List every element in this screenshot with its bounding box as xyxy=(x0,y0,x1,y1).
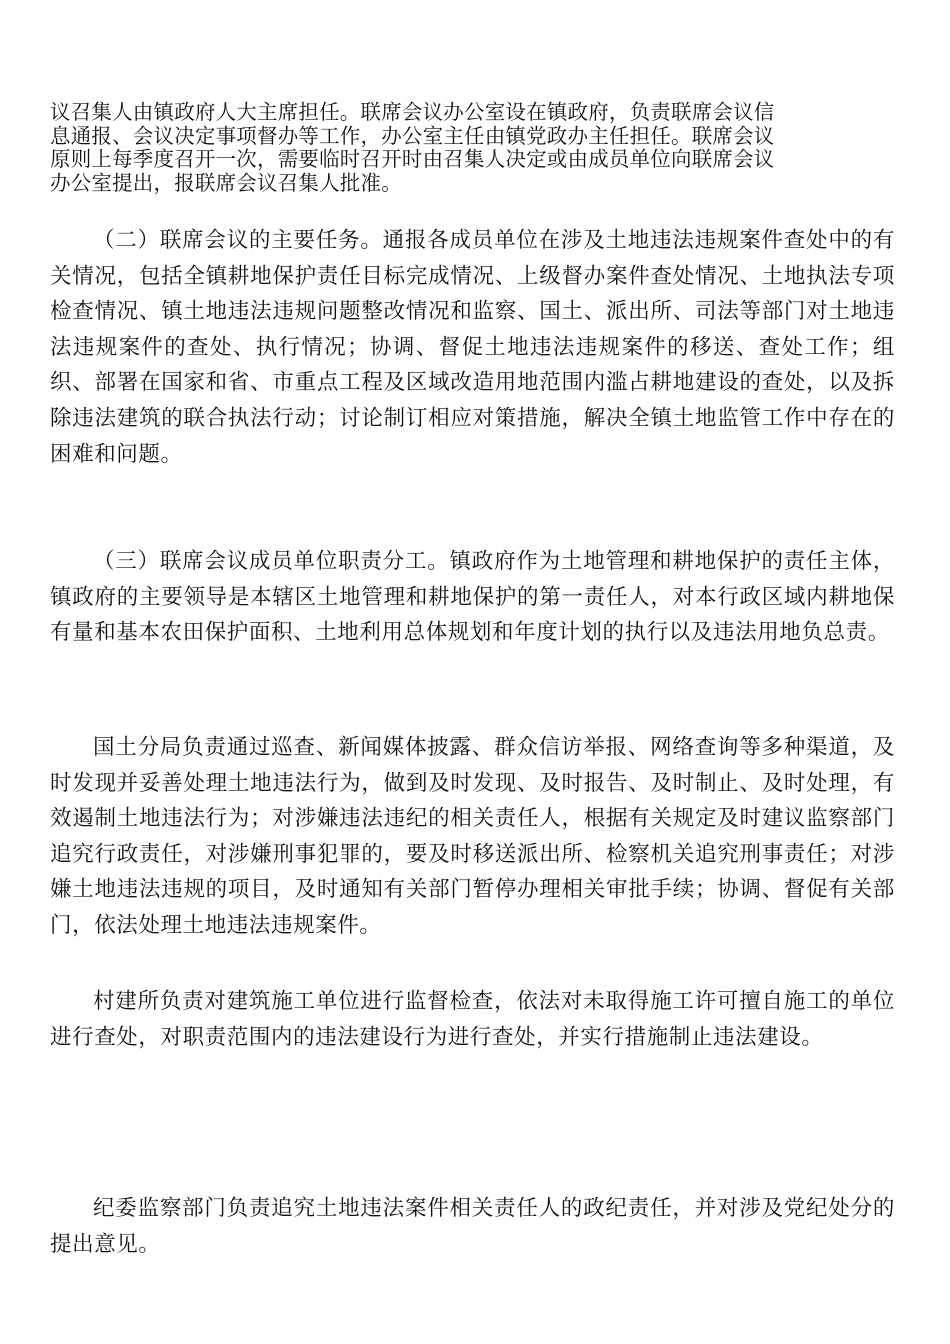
section-main-tasks-paragraph: （二）联席会议的主要任务。通报各成员单位在涉及土地违法违规案件查处中的有关情况，包括全镇耕地保护责任目标完成情况、上级督办案件查处情况、土地执法专项检查情况、镇土地违法违规问题整改情况和监察、国土、派出所、司法等部门对土地违法违规案件的查处、执行情况；协调、督促土地违法违规案件的移送、查处工作；组织、部署在国家和省、市重点工程及区域改造用地范围内滥占耕地建设的查处，以及拆除违法建筑的联合执法行动；讨论制订相应对策措施，解决全镇土地监管工作中存在的困难和问题。 xyxy=(50,228,895,467)
intro-line: 办公室提出，报联席会议召集人批准。 xyxy=(50,170,402,195)
village-construction-duties-paragraph: 村建所负责对建筑施工单位进行监督检查，依法对未取得施工许可擅自施工的单位进行查处，对职责范围内的违法建设行为进行查处，并实行措施制止违法建设。 xyxy=(50,989,895,1050)
intro-paragraph xyxy=(50,101,850,195)
section-duties-paragraph: （三）联席会议成员单位职责分工。镇政府作为土地管理和耕地保护的责任主体，镇政府的主要领导是本辖区土地管理和耕地保护的第一责任人，对本行政区域内耕地保有量和基本农田保护面积、土地利用总体规划和年度计划的执行以及违法用地负总责。 xyxy=(50,549,895,646)
discipline-commission-duties-paragraph: 纪委监察部门负责追究土地违法案件相关责任人的政纪责任，并对涉及党纪处分的提出意见。 xyxy=(50,1196,895,1257)
intro-line: 议召集人由镇政府人大主席担任。联席会议办公室设在镇政府，负责联席会议信 xyxy=(50,100,775,124)
land-bureau-duties-paragraph: 国土分局负责通过巡查、新闻媒体披露、群众信访举报、网络查询等多种渠道，及时发现并妥善处理土地违法行为，做到及时发现、及时报告、及时制止、及时处理，有效遏制土地违法行为；对涉嫌违法违纪的相关责任人，根据有关规定及时建议监察部门追究行政责任，对涉嫌刑事犯罪的，要及时移送派出所、检察机关追究刑事责任；对涉嫌土地违法违规的项目，及时通知有关部门暂停办理相关审批手续；协调、督促有关部门，依法处理土地违法违规案件。 xyxy=(50,735,895,938)
intro-line: 息通报、会议决定事项督办等工作，办公室主任由镇党政办主任担任。联席会议 xyxy=(50,123,775,148)
intro-line: 原则上每季度召开一次，需要临时召开时由召集人决定或由成员单位向联席会议 xyxy=(50,147,775,171)
